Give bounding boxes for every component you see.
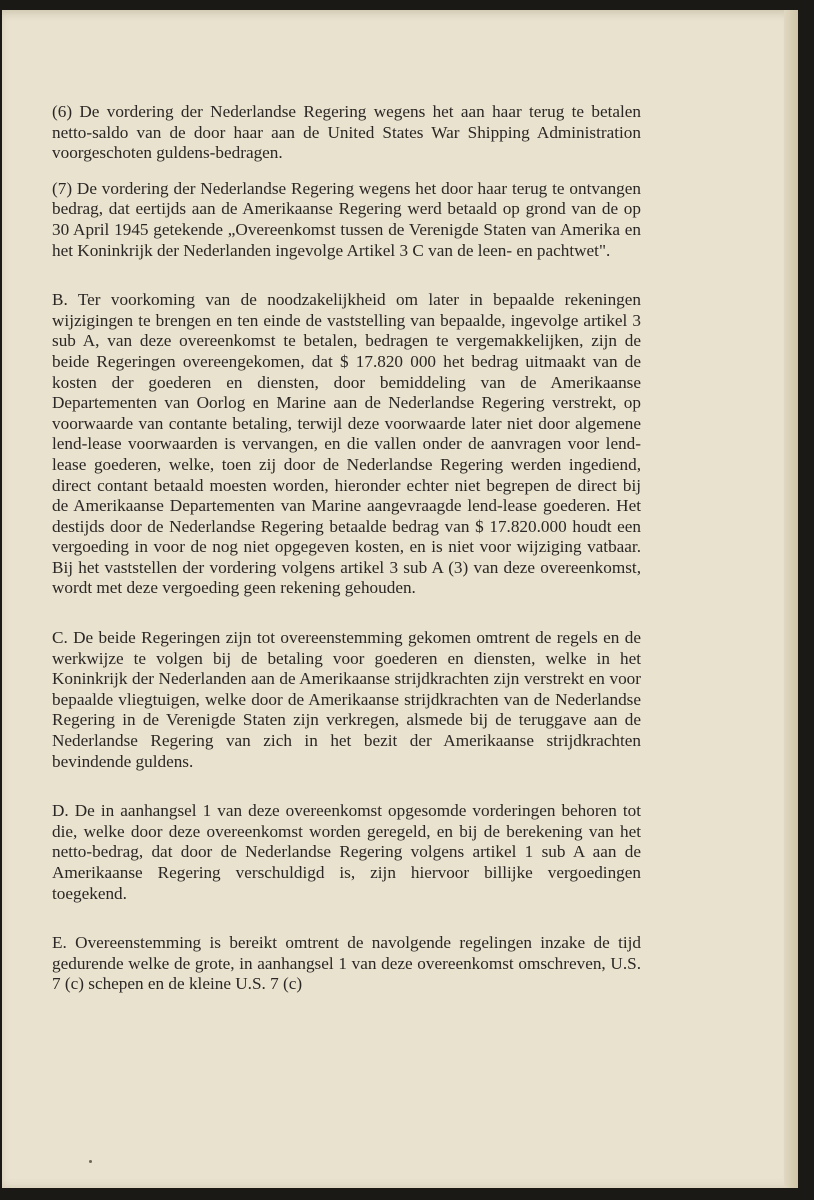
- paragraph-6: (6) De vordering der Nederlandse Regering wegens het aan haar terug te betalen netto-saldo van de door haar aan de United States War Shipping Administration voorgeschoten guldens-bedragen.: [52, 102, 641, 163]
- paragraph-d: D. De in aanhangsel 1 van deze overeenkomst opgesomde vorderingen behoren tot die, welke door deze overeenkomst worden geregeld, en bij de berekening van het netto-bedrag, dat door de Nederlandse Regering volgens artikel 1 sub A aan de Amerikaanse Regering verschuldigd is, zijn hiervoor billijke vergoedingen toegekend.: [52, 801, 641, 903]
- paragraph-c: C. De beide Regeringen zijn tot overeenstemming gekomen omtrent de regels en de werkwijze te volgen bij de betaling voor goederen en diensten, welke in het Koninkrijk der Nederlanden aan de Amerikaanse strijdkrachten zijn verstrekt en voor bepaalde vliegtuigen, welke door de Amerikaanse strijdkrachten van de Nederlandse Regering in de Verenigde Staten zijn verkregen, alsmede bij de teruggave aan de Nederlandse Regering van zich in het bezit der Amerikaanse strijdkrachten bevindende guldens.: [52, 628, 641, 771]
- paragraph-b: B. Ter voorkoming van de noodzakelijkheid om later in bepaalde rekeningen wijzigingen te brengen en ten einde de vaststelling van bepaalde, ingevolge artikel 3 sub A, van deze overeenkomst te betalen, bedragen te vergemakkelijken, zijn de beide Regeringen overeengekomen, dat $ 17.820 000 het bedrag uitmaakt van de kosten der goederen en diensten, door bemiddeling van de Amerikaanse Departementen van Oorlog en Marine aan de Nederlandse Regering verstrekt, op voorwaarde van contante betaling, terwijl deze voorwaarde later niet door algemene lend-lease voorwaarden is vervangen, en die vallen onder de aanvragen voor lend-lease goederen, welke, toen zij door de Nederlandse Regering werden ingediend, direct contant betaald moesten worden, hieronder echter niet begrepen de direct bij de Amerikaanse Departementen van Marine aangevraagde lend-lease goederen. Het destijds door de Nederlandse Regering betaalde bedrag van $ 17.820.000 houdt een vergoeding in voor de nog niet opgegeven kosten, en is niet voor wijziging vatbaar. Bij het vaststellen der vordering volgens artikel 3 sub A (3) van deze overeenkomst, wordt met deze vergoeding geen rekening gehouden.: [52, 290, 641, 598]
- paragraph-7: (7) De vordering der Nederlandse Regering wegens het door haar terug te ontvangen bedrag, dat eertijds aan de Amerikaanse Regering werd betaald op grond van de op 30 April 1945 getekende „Overeenkomst tussen de Verenigde Staten van Amerika en het Koninkrijk der Nederlanden ingevolge Artikel 3 C van de leen- en pachtwet".: [52, 178, 641, 260]
- document-body: [52, 102, 641, 995]
- paper-speck: [89, 1160, 92, 1163]
- paragraph-e: E. Overeenstemming is bereikt omtrent de navolgende regelingen inzake de tijd gedurende welke de grote, in aanhangsel 1 van deze overeenkomst omschreven, U.S. 7 (c) schepen en de kleine U.S. 7 (c): [52, 933, 641, 994]
- page-edge: [784, 10, 798, 1188]
- document-page: [2, 10, 798, 1188]
